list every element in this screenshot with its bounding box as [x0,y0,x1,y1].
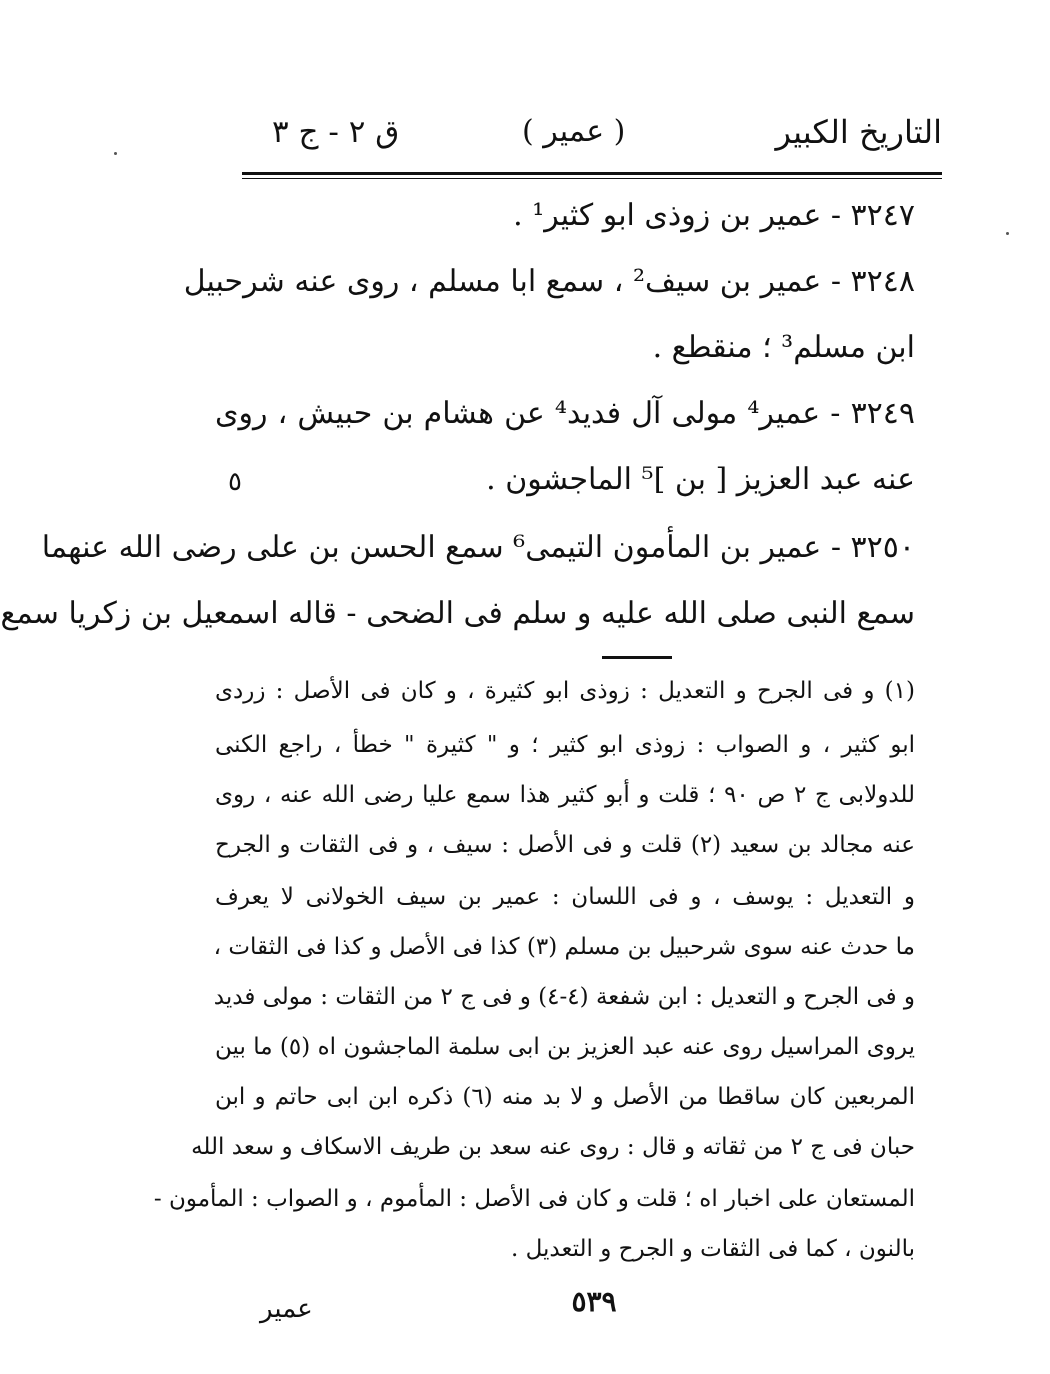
footnote-line: و التعديل : يوسف ، و فى اللسان : عمير بن سيف الخولانى لا يعرف [215,884,915,910]
entry-3250-line-1: ٣٢٥٠ - عمير بن المأمون التيمى⁶ سمع الحسن بن على رضى الله عنهما [41,530,915,565]
section-name: ( عمير ) [522,114,626,149]
entry-3247-line-1: ٣٢٤٧ - عمير بن زوذى ابو كثير¹ . [513,198,915,233]
footnote-line: بالنون ، كما فى الثقات و الجرح و التعديل . [510,1236,915,1262]
footnote-line: ابو كثير ، و الصواب : زوذى ابو كثير ؛ و " كثيرة " خطأ ، راجع الكنى [215,732,915,758]
page-number: ٥٣٩ [571,1285,617,1318]
catchword: عمير [260,1294,313,1324]
footnote-line: (١) و فى الجرح و التعديل : زوذى ابو كثيرة ، و كان فى الأصل : زردى [215,678,915,704]
book-title: التاريخ الكبير [775,113,942,151]
entry-3248-line-1: ٣٢٤٨ - عمير بن سيف² ، سمع ابا مسلم ، روى عنه شرحبيل [183,264,915,299]
footnote-line: و فى الجرح و التعديل : ابن شفعة (٤-٤) و فى ج ٢ من الثقات : مولى فديد [213,984,915,1010]
scan-speck [1006,232,1009,235]
footnote-line: للدولابى ج ٢ ص ٩٠ ؛ قلت و أبو كثير هذا سمع عليا رضى الله عنه ، روى [215,782,915,808]
header-rule-thick [242,172,942,175]
scan-speck [114,152,117,155]
footnote-line: يروى المراسيل روى عنه عبد العزيز بن ابى سلمة الماجشون اه (٥) ما بين [215,1034,915,1060]
entry-3249-line-2: عنه عبد العزيز [ بن ]⁵ الماجشون . [486,462,915,497]
footnote-line: ما حدث عنه سوى شرحبيل بن مسلم (٣) كذا فى الأصل و كذا فى الثقات ، [213,934,915,960]
footnote-line: المربعين كان ساقطا من الأصل و لا بد منه (٦) ذكره ابن ابى حاتم و ابن [215,1084,915,1110]
header-rule-thin [242,178,942,179]
margin-line-marker: ٥ [228,467,242,497]
footnote-line: المستعان على اخبار اه ؛ قلت و كان فى الأصل : المأموم ، و الصواب : المأمون - [153,1186,915,1212]
entry-3250-line-2: سمع النبى صلى الله عليه و سلم فى الضحى - قاله اسمعيل بن زكريا سمع [0,596,915,631]
volume-part: ق ٢ - ج ٣ [272,114,400,150]
entry-3248-line-2: ابن مسلم³ ؛ منقطع . [652,330,915,365]
footnote-line: عنه مجالد بن سعيد (٢) قلت و فى الأصل : سيف ، و فى الثقات و الجرح [215,832,915,858]
footnote-line: حبان فى ج ٢ من ثقاته و قال : روى عنه سعد بن طريف الاسكاف و سعد الله [191,1134,915,1160]
entry-3249-line-1: ٣٢٤٩ - عمير⁴ مولى آل فديد⁴ عن هشام بن حبيش ، روى [215,396,916,431]
footnote-separator [602,656,672,659]
running-header [242,112,942,162]
